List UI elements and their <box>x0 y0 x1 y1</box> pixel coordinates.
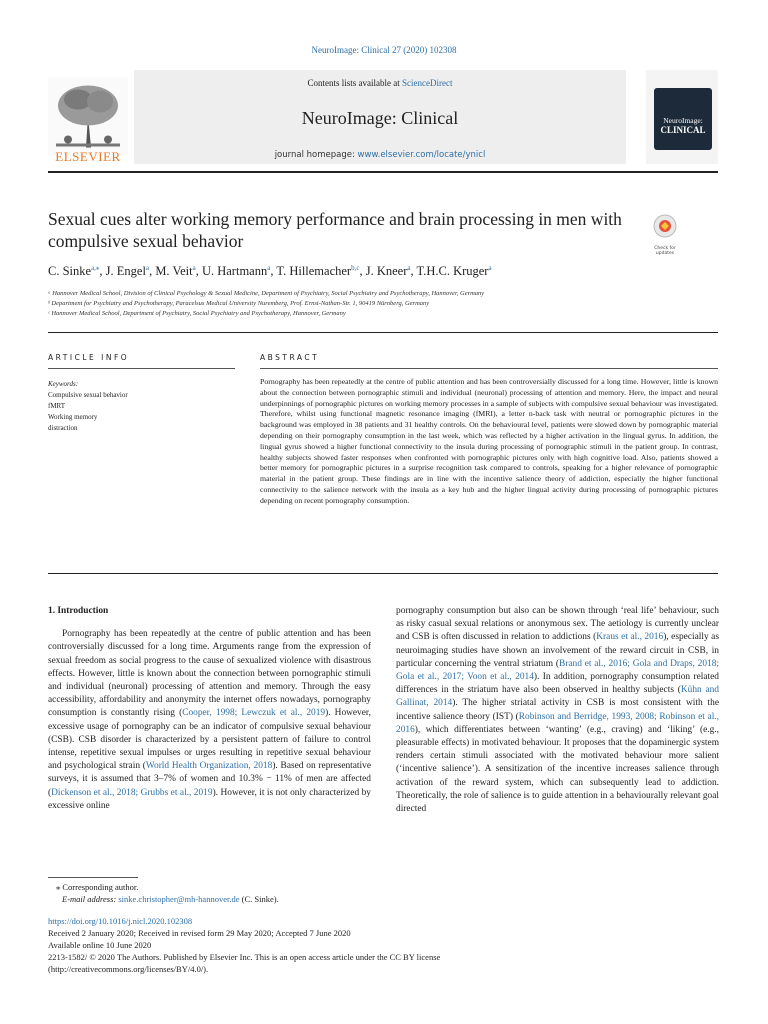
body-text: ). Based on representative surveys, it is assumed that 3–7% of women and 10.3% − 11% of men are affected ( <box>48 761 371 798</box>
email-link[interactable]: sinke.christopher@mh-hannover.de <box>118 894 240 904</box>
author-affil-marker: a <box>192 264 196 272</box>
author-list: C. Sinke$^{a,⁎}$, J. Engel$^a$, M. Veit$^a$, U. Hartmann$^a$, T. Hillemacher$^{b,c}$, J. Kneer$^a$, T.H.C. Kruger$^a$ <box>48 264 492 279</box>
article-title: Sexual cues alter working memory performance and brain processing in men with compulsive sexual behavior <box>48 209 622 251</box>
body-text: ), which differentiates between ‘wanting’ (e.g., craving) and ‘liking’ (e.g., pleasurable effects) in motivated behaviour. It proposes that the dopaminergic system renders certain stimuli associated with the motivated behaviour more salient (‘incentive salience’). A sensitization of the incentive increases salience through activation of the reward system, which can subsequently lead to addiction. Theoretically, the role of salience is to guide attention in a behaviourally relevant goal directed <box>396 724 719 815</box>
crossmark-icon <box>650 213 680 241</box>
author-affil-marker: a,⁎ <box>91 264 100 272</box>
email-label: E-mail address: <box>62 894 119 904</box>
homepage-prefix: journal homepage: <box>274 150 358 160</box>
body-text: pornography consumption but also can be shown through ‘real life’ behaviour, such as risky casual sexual relations or anonymous sex. The aetiology is currently unclear and CSB is often discussed in relation to addictions ( <box>396 606 719 643</box>
abstract-divider <box>48 573 718 574</box>
abstract-heading: ABSTRACT <box>260 353 320 362</box>
abstract-text: Pornography has been repeatedly at the centre of public attention and has been controversially discussed for a long time. However, little is known about the connection between pornographic stimuli and individual (neuronal) processing of attention and memory. Here, the impact and neural underpinnings of pornographic pictures on working memory processes in a sample of subjects with compulsive sexual behaviour was investigated. Therefore, whilst using functional magnetic resonance imaging (fMRI), a letter n-back task with neutral or pornographic pictures in the background was employed in 38 patients and 31 healthy controls. On the behavioural level, patients were slowed down by pornographic material depending on their pornography consumption in the last week, which was reflected by a higher activation in the lingual gyrus. In addition, the lingual gyrus showed a higher functional connectivity to the insula during processing of pornographic stimuli in the patient group. In contrast, healthy subjects showed faster responses when confronted with pornographic pictures only with high cognitive load. Also, patients showed a better memory for pornographic pictures in a surprise recognition task compared to controls, speaking for a higher relevance of pornographic material in the patient group. These findings are in line with the incentive salience theory of addiction, especially the higher functional connectivity to the salience network with the insula as a key hub and the higher lingual activity during processing of pornographic pictures depending on recent pornography consumption. <box>260 377 718 505</box>
author-name: T.H.C. Kruger <box>416 264 489 279</box>
author[interactable] <box>48 264 99 278</box>
journal-header <box>48 70 718 173</box>
author-name: C. Sinke <box>48 264 92 279</box>
citation-link[interactable]: Dickenson et al., 2018; Grubbs et al., 2019 <box>51 787 213 798</box>
author-affil-marker: a <box>145 264 150 272</box>
citation-link[interactable]: Cooper, 1998; Lewczuk et al., 2019 <box>182 708 326 719</box>
received-dates: Received 2 January 2020; Received in revised form 29 May 2020; Accepted 7 June 2020 <box>48 928 351 938</box>
citation-link[interactable]: Kühn and Gallinat, 2014 <box>396 685 719 709</box>
email-suffix: (C. Sinke). <box>239 894 279 904</box>
body-column-right <box>396 605 719 816</box>
author[interactable] <box>276 264 359 278</box>
available-online: Available online 10 June 2020 <box>48 940 152 950</box>
author-name: U. Hartmann <box>201 264 268 279</box>
affiliation-b: ᵇ Department for Psychiatry and Psychotherapy, Paracelsus Medical University Nuremberg, Prof. Ernst-Nathan-Str. 1, 90419 Nürnberg, Germany <box>48 300 430 307</box>
intro-paragraph-continued <box>396 605 719 816</box>
doi-link[interactable]: https://doi.org/10.1016/j.nicl.2020.102308 <box>48 916 193 926</box>
crossmark-line2: updates <box>655 251 675 256</box>
keywords-label: Keywords: <box>48 380 79 388</box>
author[interactable] <box>155 264 195 278</box>
body-text: ). In addition, pornography consumption related differences in the striatum have also been observed in healthy subjects ( <box>396 672 719 696</box>
homepage-link[interactable]: www.elsevier.com/locate/ynicl <box>357 150 486 160</box>
article-info-rule <box>48 368 235 369</box>
author[interactable] <box>202 264 270 278</box>
crossmark-line1: Check for <box>654 246 676 251</box>
body-text: ). However, it is not only characterized by excessive online <box>48 787 371 811</box>
keyword: Working memory <box>48 413 98 421</box>
keyword: distraction <box>48 424 78 432</box>
journal-header-box <box>134 70 626 164</box>
front-matter-divider <box>48 332 718 333</box>
cover-title-line2: CLINICAL <box>660 125 706 135</box>
author[interactable] <box>366 264 411 278</box>
journal-cover-thumbnail[interactable] <box>646 70 718 164</box>
body-text: ), especially as neuroimaging studies have shown an involvement of the reward circuit in CSB, in particular concerning the ventral striatum ( <box>396 632 719 669</box>
header-divider <box>48 171 718 173</box>
journal-citation[interactable]: NeuroImage: Clinical 27 (2020) 102308 <box>311 45 457 55</box>
article-info-heading: ARTICLE INFO <box>48 353 130 362</box>
author-name: J. Engel <box>105 264 146 279</box>
author-affil-marker: a <box>407 264 411 272</box>
keyword: fMRT <box>48 402 66 410</box>
cover-title-line1: NeuroImage: <box>663 116 703 125</box>
citation-link[interactable]: Robinson and Berridge, 1993, 2008; Robinson et al., 2016 <box>396 711 719 735</box>
author-affil-marker: a <box>267 264 271 272</box>
check-for-updates-badge[interactable] <box>650 213 680 256</box>
email-line <box>62 894 279 905</box>
author[interactable] <box>417 264 492 278</box>
license-line-2: (http://creativecommons.org/licenses/BY/4.0/). <box>48 964 209 974</box>
citation-link[interactable]: Brand et al., 2016; Gola and Draps, 2018; Gola et al., 2017; Voon et al., 2014 <box>396 658 719 683</box>
cover-image <box>654 88 712 150</box>
author-name: T. Hillemacher <box>276 264 352 279</box>
journal-name: NeuroImage: Clinical <box>301 108 459 128</box>
author-affil-marker: b,c <box>351 264 360 272</box>
affiliation-a: ᵃ Hannover Medical School, Division of Clinical Psychology & Sexual Medicine, Department of Psychiatry, Social Psychiatry and Psychotherapy, Hannover, Germany <box>48 290 485 297</box>
body-text: ). The higher striatal activity in CSB is most consistent with the incentive salience theory (IST) ( <box>396 698 720 722</box>
contents-line <box>134 78 626 88</box>
author-name: J. Kneer <box>365 264 408 279</box>
elsevier-wordmark: ELSEVIER <box>55 149 121 164</box>
affiliation-c: ᶜ Hannover Medical School, Department of Psychiatry, Social Psychiatry and Psychotherapy, Hannover, Germany <box>48 310 346 317</box>
author[interactable] <box>106 264 149 278</box>
body-text: Pornography has been repeatedly at the centre of public attention and has been controversially discussed for a long time. Arguments range from the expression of sexual freedom as social progress to the cause of sexualized violence with disastrous effects. However, little is known about the connection between pornographic stimuli and individual (neuronal) processing of attention and memory. Through the easy accessibility, affordability and anonymity the internet offers nowadays, pornography consumption is constantly rising ( <box>48 629 371 719</box>
intro-paragraph-1 <box>48 628 371 813</box>
citation-link[interactable]: World Health Organization, 2018 <box>145 761 273 772</box>
journal-homepage <box>134 150 626 160</box>
corresponding-author-note: ⁎ Corresponding author. <box>56 882 139 892</box>
citation-link[interactable]: Kraus et al., 2016 <box>596 632 664 643</box>
footnote-rule <box>48 877 138 878</box>
keyword: Compulsive sexual behavior <box>48 391 128 399</box>
sciencedirect-link[interactable]: ScienceDirect <box>402 78 453 88</box>
body-text: ). However, excessive usage of pornography can be an indicator of compulsive sexual behaviour (CSB). CSB disorder is characterized by a persistent pattern of failure to control intense, repetitive sexual impulses or urges resulting in repetitive sexual behaviour and psychological strain ( <box>48 708 371 772</box>
body-column-left <box>48 605 371 813</box>
author-name: M. Veit <box>155 264 193 279</box>
author-affil-marker: a <box>488 264 492 272</box>
abstract-rule <box>260 368 718 369</box>
section-heading-introduction: 1. Introduction <box>48 606 109 616</box>
contents-prefix: Contents lists available at <box>307 78 402 88</box>
license-line-1: 2213-1582/ © 2020 The Authors. Published by Elsevier Inc. This is an open access article under the CC BY license <box>48 952 441 962</box>
